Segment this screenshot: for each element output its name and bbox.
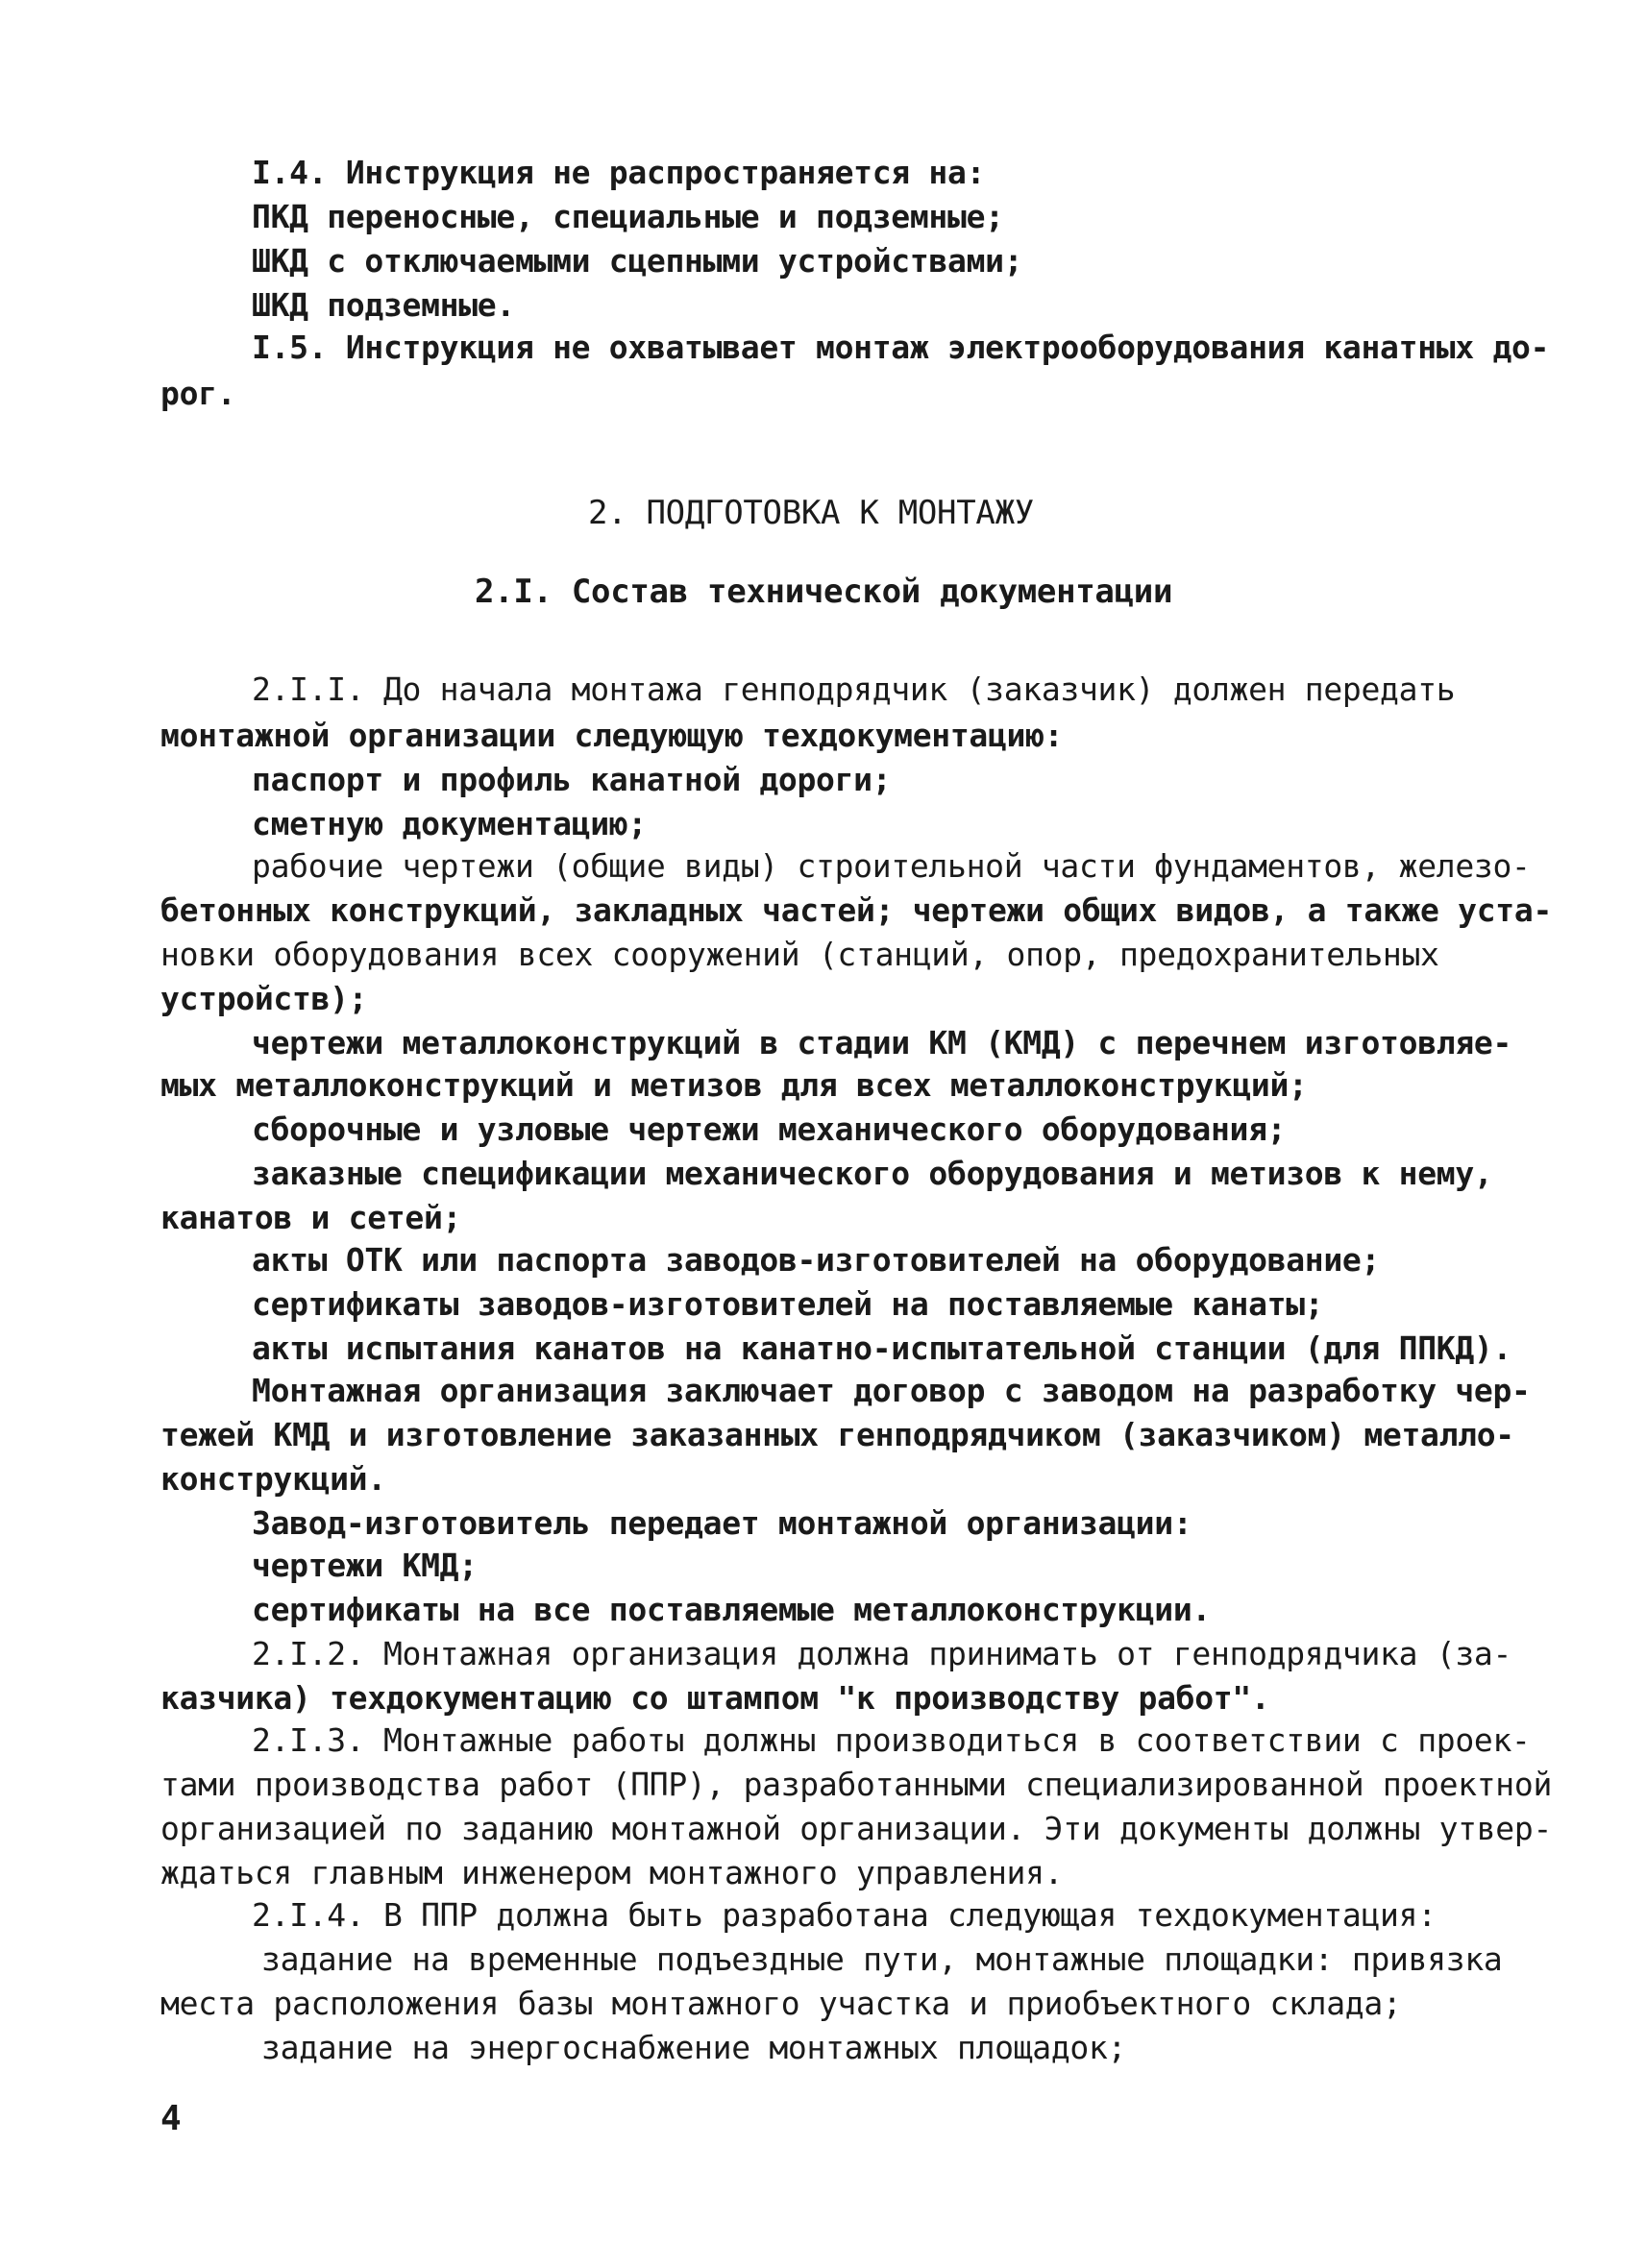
text-line: заказные спецификации механического оборудования и метизов к нему, bbox=[252, 1155, 1493, 1192]
text-line: 2.I.2. Монтажная организация должна принимать от генподрядчика (за- bbox=[252, 1635, 1512, 1672]
text-line: I.5. Инструкция не охватывает монтаж электрооборудования канатных до- bbox=[252, 329, 1550, 366]
text-line: паспорт и профиль канатной дороги; bbox=[252, 761, 892, 798]
text-line: рабочие чертежи (общие виды) строительной части фундаментов, железо- bbox=[252, 847, 1531, 885]
text-line: бетонных конструкций, закладных частей; чертежи общих видов, а также уста- bbox=[160, 891, 1553, 929]
text-line: организацией по заданию монтажной организации. Эти документы должны утвер- bbox=[160, 1810, 1553, 1847]
text-line: 2.I.3. Монтажные работы должны производиться в соответствии с проек- bbox=[252, 1721, 1531, 1759]
text-line: акты испытания канатов на канатно-испытательной станции (для ППКД). bbox=[252, 1329, 1512, 1367]
text-line: чертежи металлоконструкций в стадии КМ (КМД) с перечнем изготовляе- bbox=[252, 1024, 1512, 1061]
text-line: Монтажная организация заключает договор с заводом на разработку чер- bbox=[252, 1372, 1531, 1409]
text-line: сертификаты на все поставляемые металлоконструкции. bbox=[252, 1591, 1211, 1628]
text-line: 2.I.4. В ППР должна быть разработана следующая техдокументация: bbox=[252, 1896, 1437, 1934]
text-line: устройств); bbox=[160, 980, 368, 1017]
text-line: тами производства работ (ППР), разработанными специализированной проектной bbox=[160, 1766, 1553, 1803]
text-line: тежей КМД и изготовление заказанных генподрядчиком (заказчиком) металло- bbox=[160, 1416, 1514, 1453]
text-line: сборочные и узловые чертежи механического оборудования; bbox=[252, 1110, 1287, 1148]
subsection-heading: 2.I. Состав технической документации bbox=[475, 573, 1173, 611]
text-line: казчика) техдокументацию со штампом "к производству работ". bbox=[160, 1679, 1270, 1717]
text-line: сметную документацию; bbox=[252, 805, 647, 842]
text-line: чертежи КМД; bbox=[252, 1547, 478, 1584]
text-line: I.4. Инструкция не распространяется на: bbox=[252, 154, 986, 191]
text-line: мых металлоконструкций и метизов для всех металлоконструкций; bbox=[160, 1066, 1308, 1104]
text-line: задание на энергоснабжение монтажных площадок; bbox=[261, 2029, 1127, 2066]
text-line: монтажной организации следующую техдокументацию: bbox=[160, 717, 1064, 754]
text-line: канатов и сетей; bbox=[160, 1199, 462, 1236]
text-line: задание на временные подъездные пути, монтажные площадки: привязка bbox=[261, 1940, 1503, 1978]
text-line: Завод-изготовитель передает монтажной организации: bbox=[252, 1504, 1192, 1542]
text-line: ШКД подземные. bbox=[252, 286, 515, 324]
text-line: 2.I.I. До начала монтажа генподрядчик (заказчик) должен передать bbox=[252, 671, 1456, 708]
section-heading: 2. ПОДГОТОВКА К МОНТАЖУ bbox=[588, 494, 1034, 532]
text-line: места расположения базы монтажного участка и приобъектного склада; bbox=[160, 1985, 1402, 2022]
text-line: акты ОТК или паспорта заводов-изготовителей на оборудование; bbox=[252, 1241, 1381, 1279]
text-line: конструкций. bbox=[160, 1460, 386, 1498]
text-line: ШКД с отключаемыми сцепными устройствами; bbox=[252, 242, 1023, 280]
page-number: 4 bbox=[160, 2099, 182, 2138]
text-line: ПКД переносные, специальные и подземные; bbox=[252, 198, 1004, 235]
text-line: ждаться главным инженером монтажного управления. bbox=[160, 1854, 1064, 1891]
text-line: новки оборудования всех сооружений (станций, опор, предохранительных bbox=[160, 936, 1439, 973]
text-line: сертификаты заводов-изготовителей на поставляемые канаты; bbox=[252, 1285, 1324, 1323]
text-line: рог. bbox=[160, 375, 236, 412]
